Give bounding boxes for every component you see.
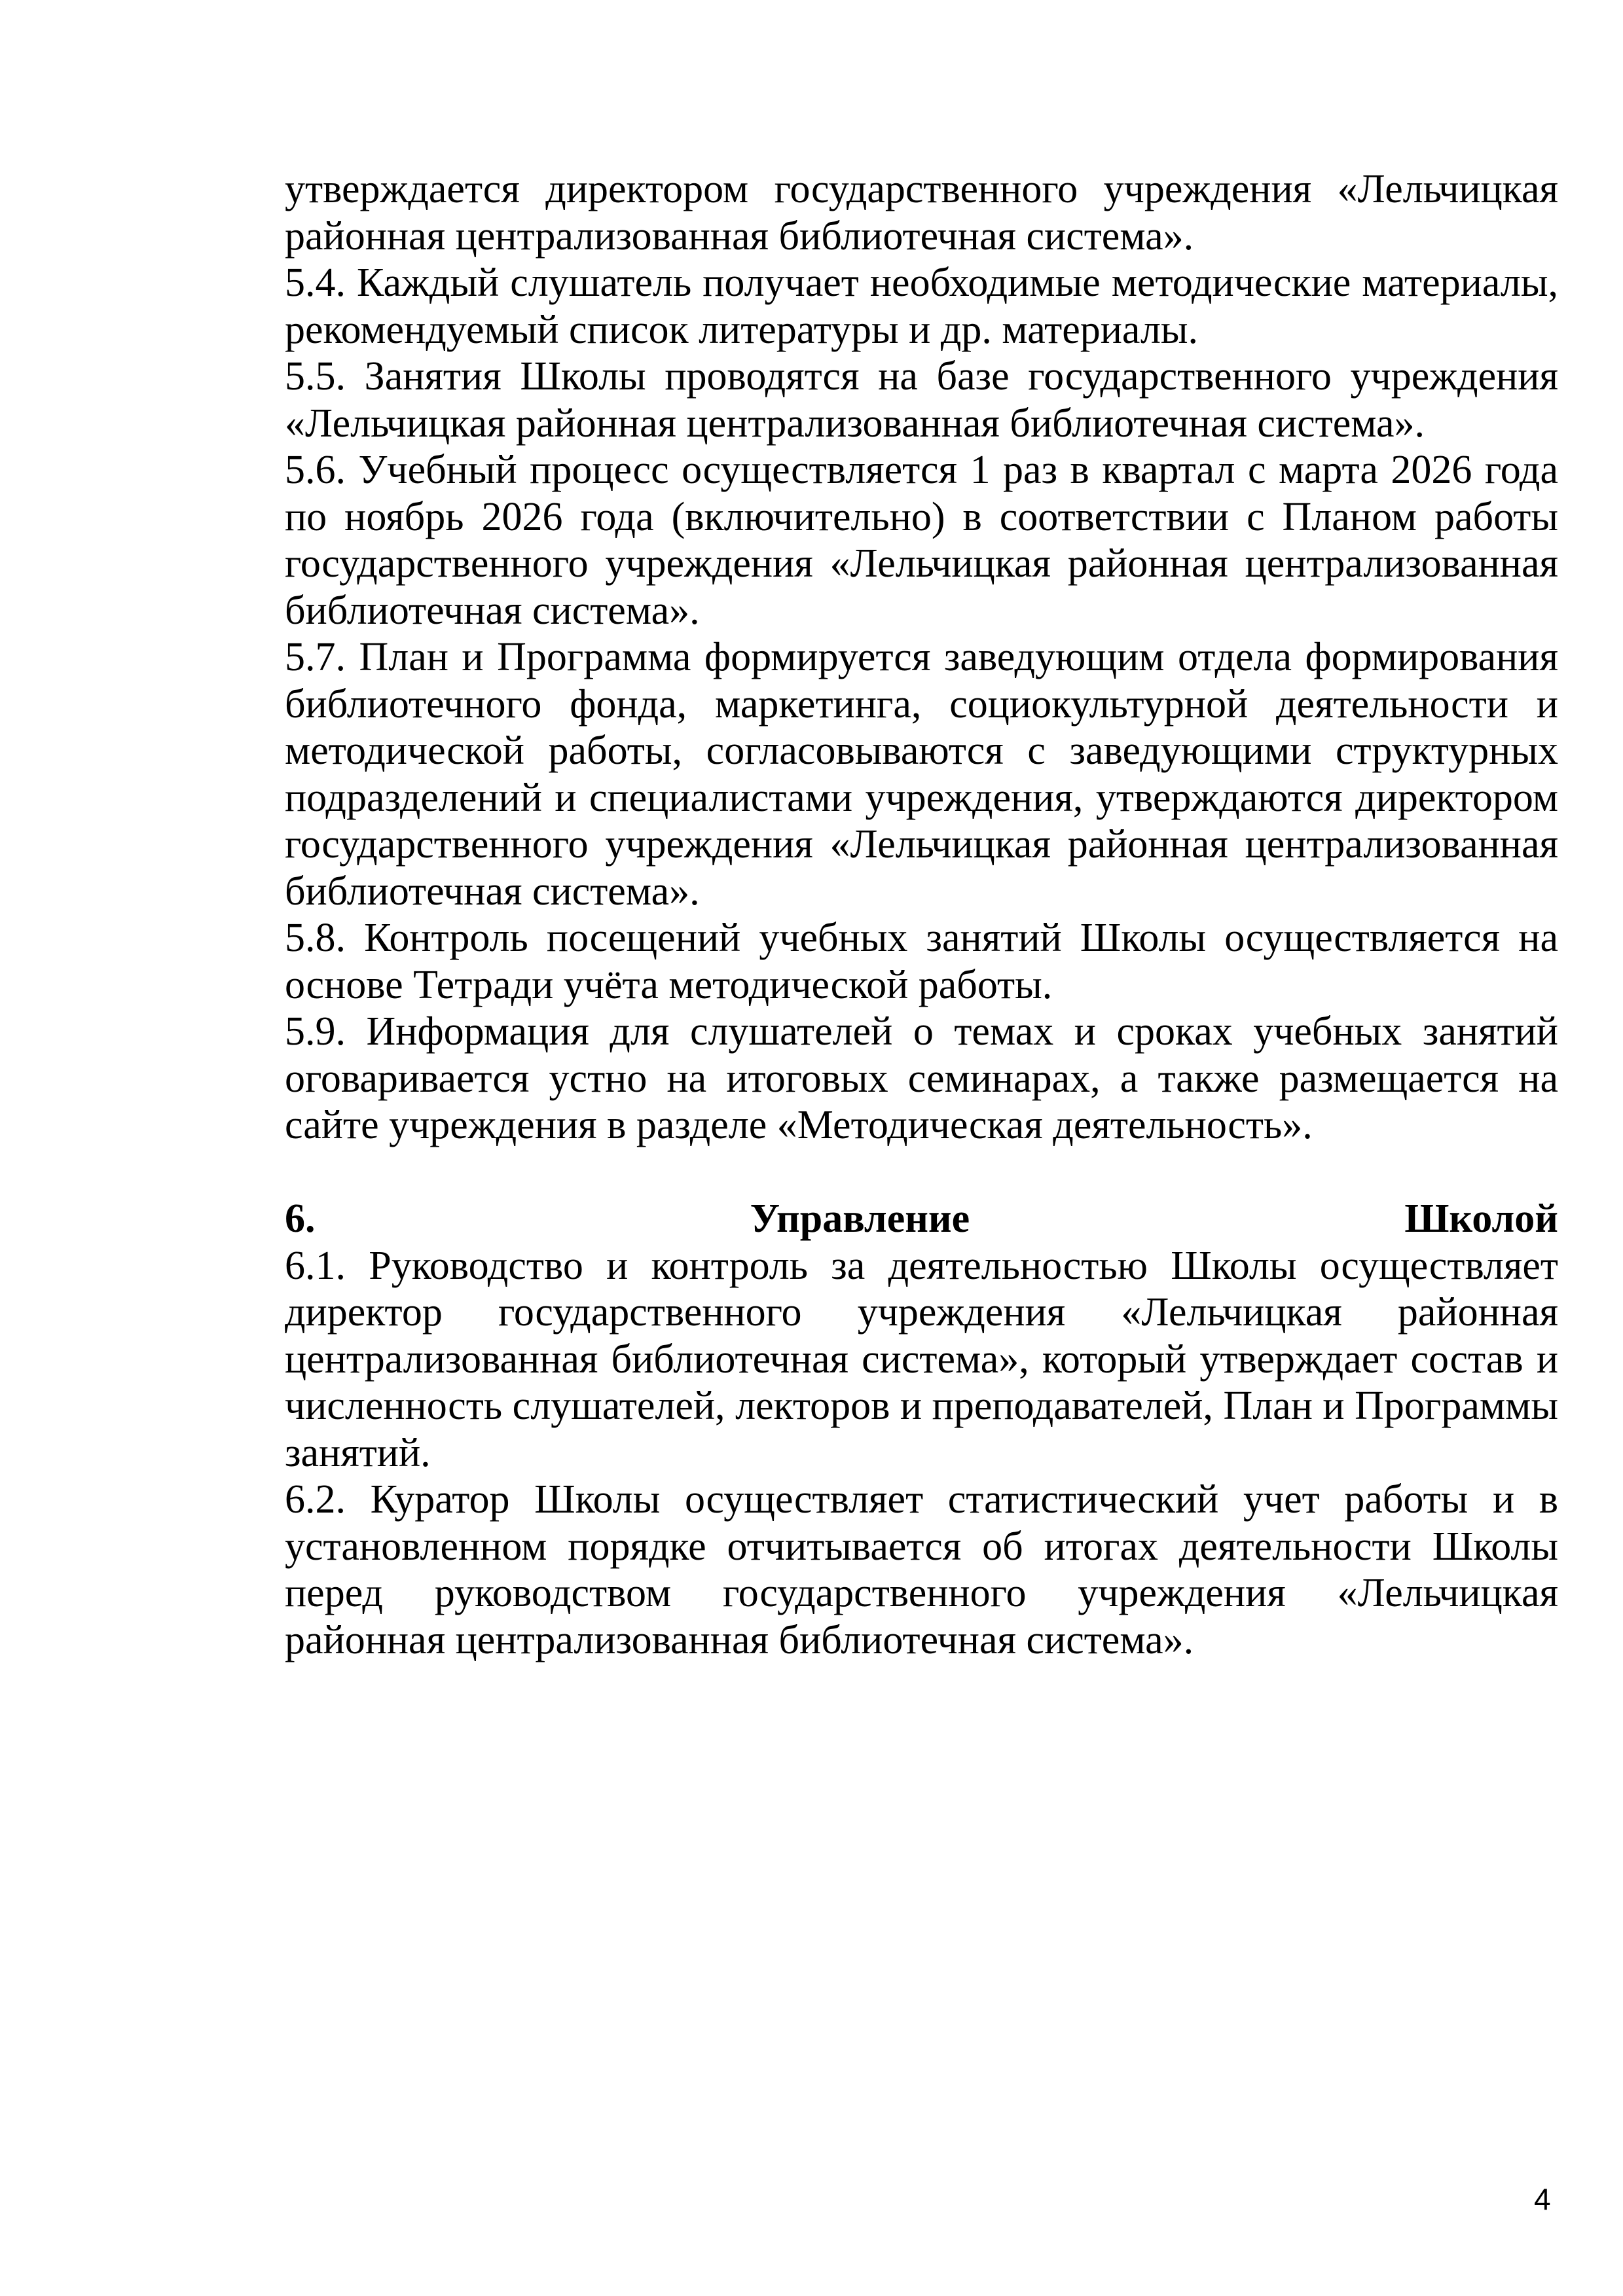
paragraph-5-9: 5.9. Информация для слушателей о темах и сроках учебных занятий оговаривается устно на итоговых семинарах, а также размещается на сайте учреждения в разделе «Методическая деятельность». bbox=[285, 1009, 1558, 1147]
section-6-number: 6. bbox=[285, 1196, 316, 1241]
section-spacer bbox=[285, 1149, 1558, 1196]
paragraph-5-5: 5.5. Занятия Школы проводятся на базе государственного учреждения «Лельчицкая районная централизованная библиотечная система». bbox=[285, 354, 1558, 446]
paragraph-5-7: 5.7. План и Программа формируется заведующим отдела формирования библиотечного фонда, маркетинга, социокультурной деятельности и методической работы, согласовываются с заведующими структурных подразделений и специалистами учреждения, утверждаются директором государственного учреждения «Лельчицкая районная централизованная библиотечная система». bbox=[285, 635, 1558, 914]
page-body bbox=[285, 166, 1558, 1664]
paragraph-5-6: 5.6. Учебный процесс осуществляется 1 раз в квартал с марта 2026 года по ноябрь 2026 года (включительно) в соответствии с Планом работы государственного учреждения «Лельчицкая районная централизованная библиотечная система». bbox=[285, 448, 1558, 633]
paragraph-5-8: 5.8. Контроль посещений учебных занятий Школы осуществляется на основе Тетради учёта методической работы. bbox=[285, 916, 1558, 1007]
paragraph-6-1: 6.1. Руководство и контроль за деятельностью Школы осуществляет директор государственного учреждения «Лельчицкая районная централизованная библиотечная система», который утверждает состав и численность слушателей, лекторов и преподавателей, План и Программы занятий. bbox=[285, 1243, 1558, 1475]
page-number: 4 bbox=[1534, 2182, 1551, 2216]
section-6-heading bbox=[285, 1196, 1558, 1243]
section-6-title-word-1: Управление bbox=[750, 1196, 970, 1241]
section-6-title-word-2: Школой bbox=[1404, 1196, 1558, 1241]
paragraph-6-2: 6.2. Куратор Школы осуществляет статистический учет работы и в установленном порядке отчитывается об итогах деятельности Школы перед руководством государственного учреждения «Лельчицкая районная централизованная библиотечная система». bbox=[285, 1477, 1558, 1662]
paragraph-5-4: 5.4. Каждый слушатель получает необходимые методические материалы, рекомендуемый список литературы и др. материалы. bbox=[285, 260, 1558, 352]
paragraph-5-3-continuation: утверждается директором государственного учреждения «Лельчицкая районная централизованная библиотечная система». bbox=[285, 167, 1558, 259]
